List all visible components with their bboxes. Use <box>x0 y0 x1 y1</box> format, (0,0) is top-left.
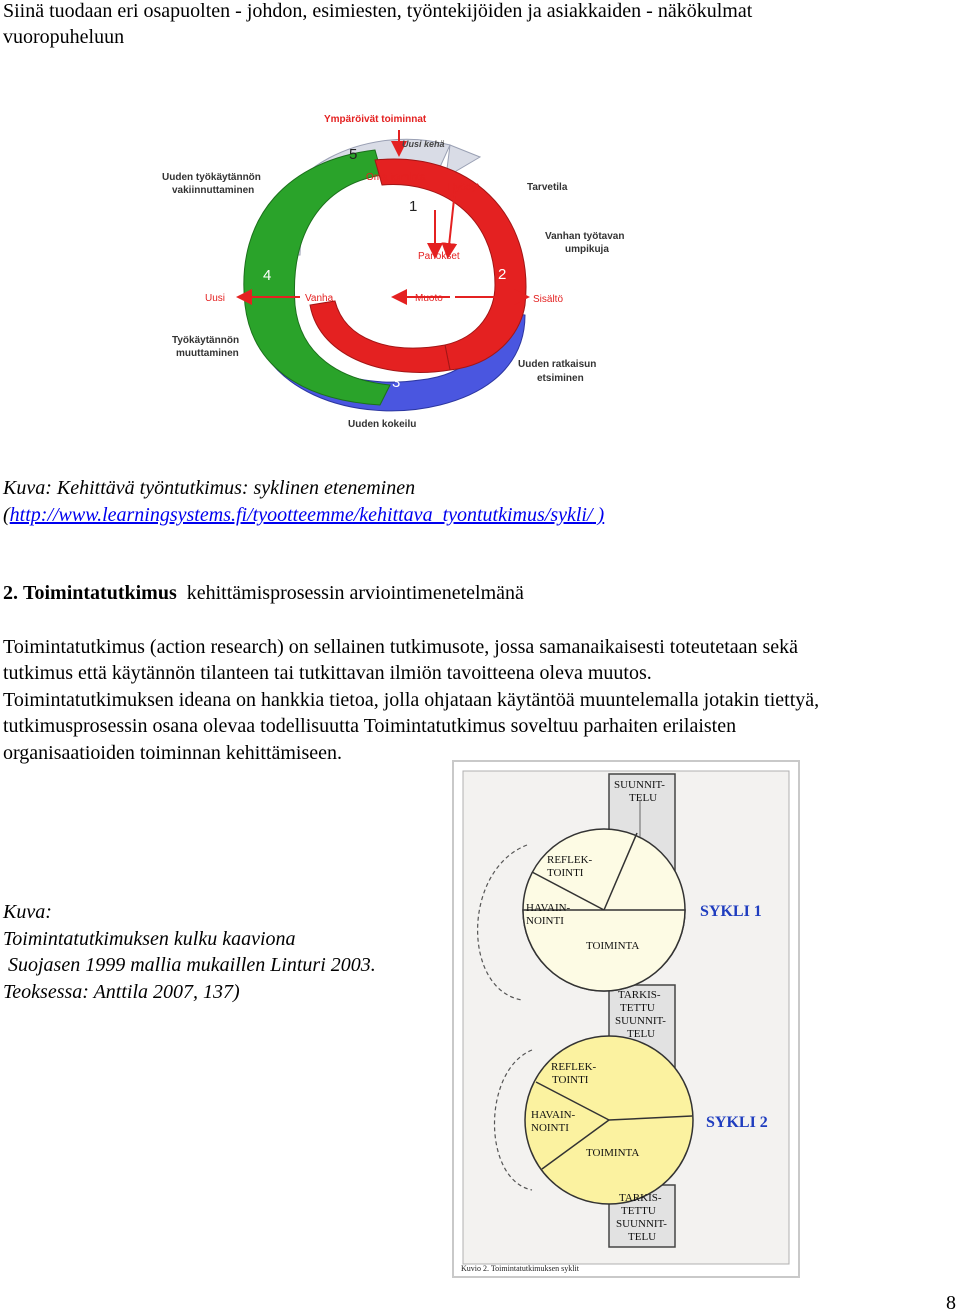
label-vakiinnuttaminen-1: Uuden työkäytännön <box>162 172 261 183</box>
intro-line-1: Siinä tuodaan eri osapuolten - johdon, esimiesten, työntekijöiden ja asiakkaiden - näkökulmat <box>3 0 753 22</box>
label-tarkistettu-2-c: SUUNNIT- <box>616 1218 667 1230</box>
paragraph-line-1: Toimintatutkimus (action research) on sellainen tutkimusote, jossa samanaikaisesti toteutetaan sekä <box>3 636 799 658</box>
label-havainnointi-1-b: NOINTI <box>526 915 564 927</box>
label-uusi-keha: Uusi kehä <box>402 139 445 149</box>
intro-line-2: vuoropuheluun <box>3 26 125 48</box>
stage-number-2: 2 <box>498 266 507 283</box>
caption-2-line-4: Teoksessa: Anttila 2007, 137) <box>3 981 240 1003</box>
label-ymparoivat: Ympäröivät toiminnat <box>324 114 427 125</box>
paragraph-line-5: organisaatioiden toiminnan kehittämiseen. <box>3 742 342 764</box>
label-muuttaminen-1: Työkäytännön <box>172 335 240 346</box>
stage-number-1: 1 <box>409 198 418 215</box>
label-tarkistettu-2-d: TELU <box>628 1231 657 1243</box>
section-2-number: 2. <box>3 582 18 604</box>
caption-1-close-paren: ) <box>592 504 605 526</box>
paragraph-line-4: tutkimusprosessin osana olevaa todellisuutta Toimintatutkimus soveltuu parhaiten erilaisten <box>3 715 737 737</box>
label-ratkaisu-1: Uuden ratkaisun <box>518 359 597 370</box>
caption-2-line-1: Kuva: <box>3 901 52 923</box>
label-vanhan-1: Vanhan työtavan <box>545 231 625 242</box>
label-uusi: Uusi <box>205 293 226 304</box>
section-2-heading <box>3 580 524 606</box>
label-vanhan-2: umpikuja <box>565 244 609 255</box>
label-tarkistettu-1-b: TETTU <box>620 1002 655 1014</box>
label-ratkaisu-2: etsiminen <box>537 373 584 384</box>
label-panokset: Panokset <box>418 251 460 262</box>
caption-1-link[interactable]: http://www.learningsystems.fi/tyootteemme/kehittava_tyontutkimus/sykli/ <box>9 504 593 526</box>
label-reflektointi-1-b: TOINTI <box>547 867 584 879</box>
label-tarkistettu-2-a: TARKIS- <box>619 1192 662 1204</box>
stage-number-5: 5 <box>349 146 358 163</box>
cycle-diagram <box>150 105 650 435</box>
caption-1-open-paren: ( <box>3 504 10 526</box>
label-sykli-1: SYKLI 1 <box>700 903 762 920</box>
label-reflektointi-2-b: TOINTI <box>552 1074 589 1086</box>
caption-2-line-3: Suojasen 1999 mallia mukaillen Linturi 2003. <box>3 954 376 976</box>
paragraph-line-2: tutkimus että käytännön tilanteen tai tutkittavan ilmiön tavoitteena oleva muutos. <box>3 662 652 684</box>
label-toiminta-1: TOIMINTA <box>586 940 640 952</box>
label-suunnittelu-2: TELU <box>629 792 658 804</box>
label-reflektointi-1-a: REFLEK- <box>547 854 593 866</box>
caption-1-line-1: Kuva: Kehittävä työntutkimus: syklinen eteneminen <box>3 477 416 499</box>
label-muoto: Muoto <box>415 293 443 304</box>
label-toiminta-2: TOIMINTA <box>586 1147 640 1159</box>
label-reflektointi-2-a: REFLEK- <box>551 1061 597 1073</box>
label-tarkistettu-1-c: SUUNNIT- <box>615 1015 666 1027</box>
label-hyodyt: Hyödyt <box>448 182 480 193</box>
label-tarkistettu-1-a: TARKIS- <box>618 989 661 1001</box>
label-tarkistettu-1-d: TELU <box>627 1028 656 1040</box>
label-muuttaminen-2: muuttaminen <box>176 348 239 359</box>
page-number: 8 <box>946 1292 956 1314</box>
paragraph-line-3: Toimintatutkimuksen ideana on hankkia tietoa, jolla ohjataan käytäntöä muuntelemalla jotakin tiettyä, <box>3 689 820 711</box>
label-tarvetila: Tarvetila <box>527 182 568 193</box>
stage-number-4: 4 <box>263 267 272 284</box>
label-suunnittelu-1: SUUNNIT- <box>614 779 665 791</box>
action-research-diagram <box>452 760 800 1278</box>
caption-1-line-2 <box>3 502 604 528</box>
stage-number-3: 3 <box>392 374 401 391</box>
section-2-title: Toimintatutkimus <box>23 582 177 604</box>
label-sykli-2: SYKLI 2 <box>706 1114 768 1131</box>
label-havainnointi-2-b: NOINTI <box>531 1122 569 1134</box>
label-oma-toiminta: Oma toiminta <box>366 172 426 183</box>
label-tarkistettu-2-b: TETTU <box>621 1205 656 1217</box>
label-havainnointi-2-a: HAVAIN- <box>531 1109 576 1121</box>
label-havainnointi-1-a: HAVAIN- <box>526 902 571 914</box>
label-sisalto: Sisältö <box>533 294 564 305</box>
label-kokeilu: Uuden kokeilu <box>348 419 417 430</box>
caption-2-line-2: Toimintatutkimuksen kulku kaaviona <box>3 928 296 950</box>
section-2-subtitle: kehittämisprosessin arviointimenetelmänä <box>186 582 524 604</box>
label-vakiinnuttaminen-2: vakiinnuttaminen <box>172 185 255 196</box>
label-vanha: Vanha <box>305 293 334 304</box>
figure-2-caption: Kuvio 2. Toimintatutkimuksen syklit <box>461 1264 579 1273</box>
